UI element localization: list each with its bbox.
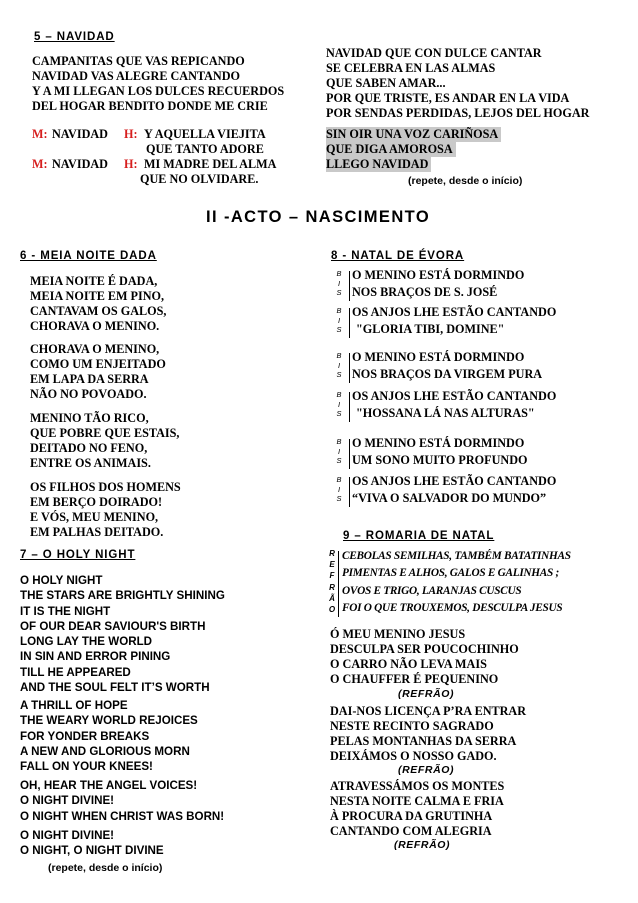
lyric-line: NESTE RECINTO SAGRADO (330, 719, 494, 733)
lyric-line: O NIGHT, O NIGHT DIVINE (20, 844, 164, 858)
lyric-line: DEIXÁMOS O NOSSO GADO. (330, 749, 497, 763)
lyric-line: IN SIN AND ERROR PINING (20, 650, 171, 664)
refrao-marker-letter: R (329, 549, 335, 558)
lyric-line: O MENINO ESTÁ DORMINDO (352, 268, 525, 282)
lyric-line: EM BERÇO DOIRADO! (30, 495, 163, 509)
lyric-line: OS FILHOS DOS HOMENS (30, 480, 181, 494)
bis-marker-letter: I (337, 399, 341, 409)
bis-bracket (349, 439, 350, 469)
lyric-line: PELAS MONTANHAS DA SERRA (330, 734, 517, 748)
lyric-line: DEL HOGAR BENDITO DONDE ME CRIE (32, 99, 268, 113)
refrao-marker-letter: O (328, 605, 336, 615)
section-9-stanza (330, 704, 526, 764)
lyric-line: NÃO NO POVOADO. (30, 387, 147, 401)
bis-marker-letter: B (336, 390, 342, 399)
lyric-line: OS ANJOS LHE ESTÃO CANTANDO (352, 474, 557, 488)
bis-marker-letter: I (337, 315, 341, 325)
section-7-stanza (20, 573, 225, 695)
lyric-line: QUE POBRE QUE ESTAIS, (30, 426, 180, 440)
lyric-line: NESTA NOITE CALMA E FRIA (330, 794, 504, 808)
section-7-repeat-note: (repete, desde o início) (48, 862, 163, 874)
refrao-line: PIMENTAS E ALHOS, GALOS E GALINHAS ; (342, 567, 559, 579)
lyric-line: ATRAVESSÁMOS OS MONTES (330, 779, 505, 793)
bis-marker-letter: I (337, 360, 341, 370)
section-5-repeat-note: (repete, desde o início) (408, 175, 523, 187)
refrao-note: (REFRÃO) (398, 764, 455, 776)
lyric-line: SE CELEBRA EN LAS ALMAS (326, 61, 496, 75)
section-6-stanza (30, 411, 179, 471)
bis-marker (334, 437, 344, 466)
section-9-title: 9 – ROMARIA DE NATAL (343, 530, 495, 542)
lyric-line: UM SONO MUITO PROFUNDO (352, 453, 528, 467)
act-title: II -ACTO – NASCIMENTO (206, 208, 431, 226)
shaded-lyric-line: SIN OIR UNA VOZ CARIÑOSA (326, 127, 501, 142)
lyric-line: THE WEARY WORLD REJOICES (20, 714, 198, 728)
section-6-title: 6 - MEIA NOITE DADA (20, 250, 157, 262)
dialogue-speaker-h: H: (124, 127, 138, 141)
lyric-line: THE STARS ARE BRIGHTLY SHINING (20, 589, 225, 603)
lyric-line: COMO UM ENJEITADO (30, 357, 166, 371)
lyric-line: OH, HEAR THE ANGEL VOICES! (20, 779, 198, 792)
lyric-line: O MENINO ESTÁ DORMINDO (352, 436, 525, 450)
lyric-line: O NIGHT WHEN CHRIST WAS BORN! (20, 809, 225, 823)
lyric-line: CANTANDO COM ALEGRIA (330, 824, 492, 838)
lyric-line: O MENINO ESTÁ DORMINDO (352, 350, 525, 364)
dialogue-line: QUE TANTO ADORE (146, 142, 264, 156)
lyric-line: NOS BRAÇOS DE S. JOSÉ (352, 285, 498, 299)
bis-marker-letter: S (336, 288, 342, 297)
lyric-line: POR SENDAS PERDIDAS, LEJOS DEL HOGAR (326, 106, 590, 120)
lyric-line: CHORAVA O MENINO, (30, 342, 160, 356)
lyric-line: O NIGHT DIVINE! (20, 794, 115, 808)
dialogue-line: Y AQUELLA VIEJITA (144, 127, 266, 141)
bis-marker-letter: B (336, 475, 342, 484)
lyric-line: NOS BRAÇOS DA VIRGEM PURA (352, 367, 543, 381)
bis-marker (334, 351, 344, 380)
bis-marker-letter: I (337, 484, 341, 494)
section-9-stanza (330, 779, 504, 839)
refrao-line: FOI O QUE TROUXEMOS, DESCULPA JESUS (342, 602, 563, 614)
lyric-line: CHORAVA O MENINO. (30, 319, 160, 333)
bis-bracket (349, 392, 350, 422)
bis-marker-letter: I (337, 446, 341, 456)
bis-bracket (349, 353, 350, 383)
section-7-stanza (20, 778, 224, 824)
bis-marker-letter: B (336, 269, 342, 278)
lyric-line: O NIGHT DIVINE! (20, 829, 115, 842)
dialogue-speaker-m: M: (32, 157, 48, 171)
refrao-bracket (338, 551, 339, 617)
section-5-shaded-stanza (326, 127, 501, 172)
lyric-line: À PROCURA DA GRUTINHA (330, 809, 493, 823)
shaded-lyric-line: QUE DIGA AMOROSA (326, 142, 456, 157)
lyric-line: NAVIDAD VAS ALEGRE CANTANDO (32, 69, 241, 83)
bis-bracket (349, 477, 350, 507)
section-6-stanza (30, 274, 166, 334)
lyric-line: OS ANJOS LHE ESTÃO CANTANDO (352, 389, 557, 403)
section-6-stanza (30, 480, 181, 540)
dialogue-line: MI MADRE DEL ALMA (144, 157, 277, 171)
lyric-line: MEIA NOITE EM PINO, (30, 289, 165, 303)
lyric-line: O CHAUFFER É PEQUENINO (330, 672, 499, 686)
section-7-stanza (20, 698, 198, 774)
lyric-line: A THRILL OF HOPE (20, 699, 128, 712)
section-6-stanza (30, 342, 166, 402)
bis-marker (334, 390, 344, 419)
bis-marker-letter: B (336, 437, 342, 446)
bis-marker-letter: S (336, 370, 342, 379)
refrao-marker-letter: R (329, 582, 335, 592)
lyric-line: Ó MEU MENINO JESUS (330, 627, 466, 641)
dialogue-speaker-m: M: (32, 127, 48, 141)
lyric-line: OS ANJOS LHE ESTÃO CANTANDO (352, 305, 557, 319)
bis-marker-letter: S (336, 325, 342, 334)
refrao-marker (327, 548, 337, 615)
refrao-note: (REFRÃO) (398, 688, 455, 700)
refrao-line: OVOS E TRIGO, LARANJAS CUSCUS (342, 585, 522, 597)
lyric-line: QUE SABEN AMAR... (326, 76, 446, 90)
bis-marker-letter: B (336, 351, 342, 360)
lyric-line: FOR YONDER BREAKS (20, 729, 150, 743)
lyric-line: MEIA NOITE É DADA, (30, 274, 158, 288)
shaded-lyric-line: LLEGO NAVIDAD (326, 157, 431, 172)
lyric-line: ENTRE OS ANIMAIS. (30, 456, 151, 470)
bis-marker-letter: S (336, 494, 342, 503)
bis-marker-letter: S (336, 409, 342, 418)
lyric-line: DAI-NOS LICENÇA P’RA ENTRAR (330, 704, 527, 718)
lyric-line: EM PALHAS DEITADO. (30, 525, 164, 539)
dialogue-line: QUE NO OLVIDARE. (140, 172, 259, 186)
bis-marker-letter: S (336, 456, 342, 465)
lyric-line: "HOSSANA LÁ NAS ALTURAS" (356, 406, 535, 420)
lyric-line: NAVIDAD QUE CON DULCE CANTAR (326, 46, 542, 60)
lyric-line: TILL HE APPEARED (20, 665, 131, 679)
section-7-stanza (20, 828, 164, 859)
bis-marker (334, 475, 344, 504)
lyric-line: E VÓS, MEU MENINO, (30, 510, 159, 524)
bis-marker-letter: I (337, 278, 341, 288)
section-7-title: 7 – O HOLY NIGHT (20, 549, 136, 561)
bis-bracket (349, 308, 350, 338)
refrao-marker-letter: F (329, 571, 335, 581)
lyric-line: EM LAPA DA SERRA (30, 372, 149, 386)
bis-marker (334, 269, 344, 298)
section-8-title: 8 - NATAL DE ÉVORA (331, 250, 465, 262)
lyric-line: DEITADO NO FENO, (30, 441, 148, 455)
section-5-right-stanza (326, 46, 589, 121)
dialogue-line: NAVIDAD (52, 157, 108, 171)
lyric-line: FALL ON YOUR KNEES! (20, 760, 153, 774)
refrao-line: CEBOLAS SEMILHAS, TAMBÉM BATATINHAS (342, 550, 571, 562)
lyric-line: CANTAVAM OS GALOS, (30, 304, 167, 318)
refrao-marker-letter: Ã (329, 593, 335, 603)
lyric-line: Y A MI LLEGAN LOS DULCES RECUERDOS (32, 84, 285, 98)
lyric-line: O HOLY NIGHT (20, 574, 103, 587)
lyric-line: AND THE SOUL FELT IT’S WORTH (20, 681, 210, 695)
bis-bracket (349, 271, 350, 301)
dialogue-speaker-h: H: (124, 157, 138, 171)
section-5-left-stanza (32, 54, 284, 114)
bis-marker-letter: B (336, 306, 342, 315)
lyric-line: OF OUR DEAR SAVIOUR'S BIRTH (20, 619, 206, 633)
bis-marker (334, 306, 344, 335)
section-5-title: 5 – NAVIDAD (34, 31, 115, 43)
lyric-line: "GLORIA TIBI, DOMINE" (356, 322, 505, 336)
refrao-note: (REFRÃO) (394, 839, 451, 851)
lyric-line: A NEW AND GLORIOUS MORN (20, 744, 190, 758)
lyric-line: IT IS THE NIGHT (20, 604, 111, 618)
lyric-line: “VIVA O SALVADOR DO MUNDO” (352, 491, 547, 505)
lyric-line: MENINO TÃO RICO, (30, 411, 149, 425)
lyric-line: LONG LAY THE WORLD (20, 635, 153, 649)
lyric-line: O CARRO NÃO LEVA MAIS (330, 657, 487, 671)
refrao-marker-letter: E (329, 560, 335, 570)
section-9-stanza (330, 627, 519, 687)
dialogue-line: NAVIDAD (52, 127, 108, 141)
lyric-line: POR QUE TRISTE, ES ANDAR EN LA VIDA (326, 91, 570, 105)
lyric-line: CAMPANITAS QUE VAS REPICANDO (32, 54, 245, 68)
lyric-line: DESCULPA SER POUCOCHINHO (330, 642, 519, 656)
